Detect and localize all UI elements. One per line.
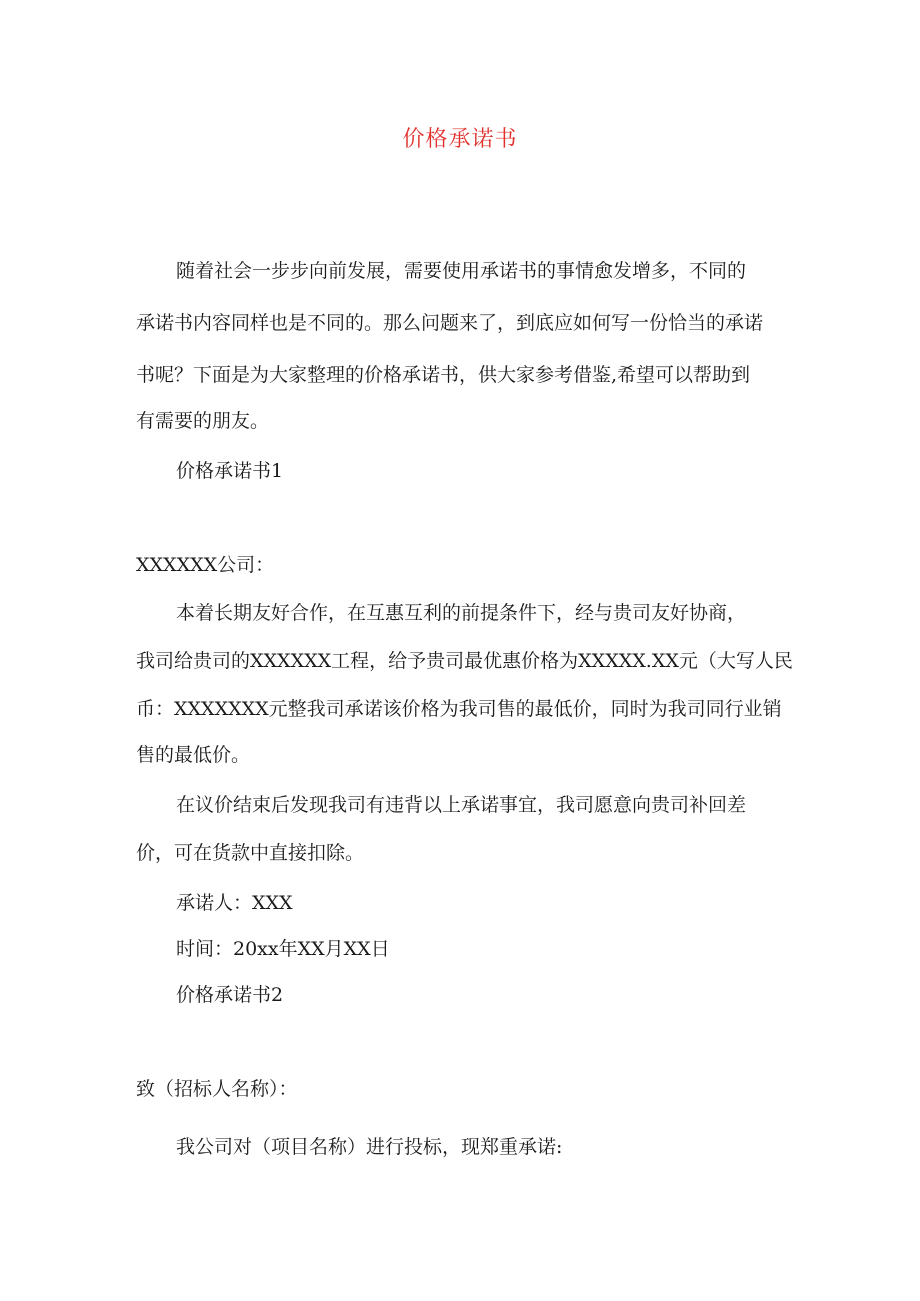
paragraph-line: 本着长期友好合作，在互惠互利的前提条件下，经与贵司友好协商， xyxy=(176,602,747,624)
date-line: 时间：20xx年XX月XX日 xyxy=(176,938,390,960)
intro-line: 承诺书内容同样也是不同的。那么问题来了，到底应如何写一份恰当的承诺 xyxy=(136,312,764,334)
paragraph-line: 币：XXXXXXX元整我司承诺该价格为我司售的最低价，同时为我司同行业销 xyxy=(136,698,782,720)
paragraph-line: 我司给贵司的XXXXXX工程，给予贵司最优惠价格为XXXXX.XX元（大写人民 xyxy=(136,650,793,672)
paragraph-line: 售的最低价。 xyxy=(136,744,251,766)
intro-line: 书呢？下面是为大家整理的价格承诺书，供大家参考借鉴,希望可以帮助到 xyxy=(136,364,751,386)
paragraph-line: 在议价结束后发现我司有违背以上承诺事宜，我司愿意向贵司补回差 xyxy=(176,794,747,816)
section2-salutation: 致（招标人名称）： xyxy=(136,1078,298,1100)
paragraph-line: 价，可在货款中直接扣除。 xyxy=(136,842,365,864)
section1-heading: 价格承诺书1 xyxy=(176,460,284,482)
paragraph-line: 我公司对（项目名称）进行投标，现郑重承诺: xyxy=(176,1136,563,1158)
promiser-line: 承诺人：XXX xyxy=(176,892,293,914)
section1-salutation: XXXXXX公司： xyxy=(136,554,275,576)
section2-heading: 价格承诺书2 xyxy=(176,984,284,1006)
intro-line: 有需要的朋友。 xyxy=(136,410,270,432)
intro-line: 随着社会一步步向前发展，需要使用承诺书的事情愈发增多，不同的 xyxy=(176,260,747,282)
document-title: 价格承诺书 xyxy=(402,127,518,152)
